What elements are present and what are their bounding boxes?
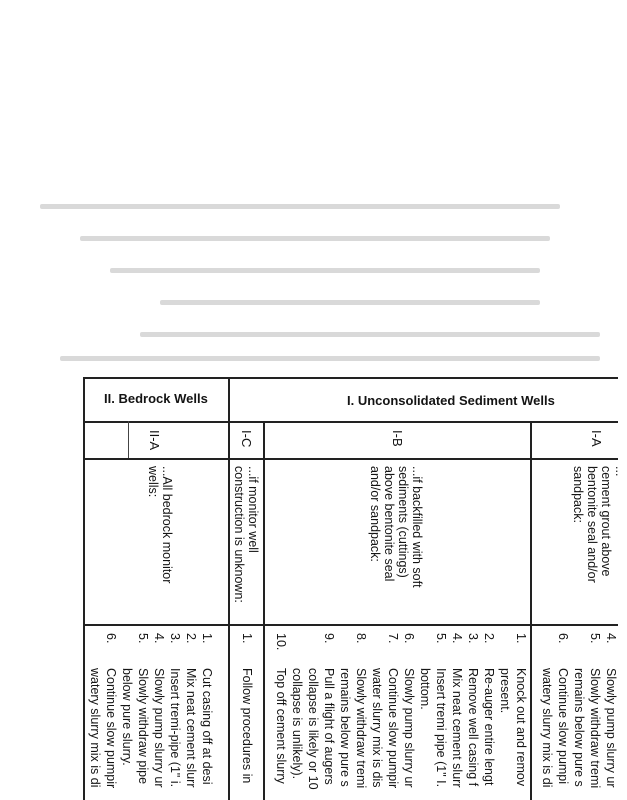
step-number: 6. (556, 633, 570, 644)
step-text: water slurry mix is dis (370, 668, 384, 788)
step-number: 3. (466, 633, 480, 644)
step-text: remains below pure s (572, 668, 586, 787)
step-number: 5. (588, 633, 602, 644)
header-bedrock-wells: II. Bedrock Wells (104, 391, 208, 406)
step-text: present. (498, 668, 512, 714)
condition-IIA: ...All bedrock monitor wells: (146, 466, 174, 584)
step-text: Top off cement slurry (274, 668, 288, 784)
row-code-IC: I-C (239, 430, 254, 448)
step-number: 6. (402, 633, 416, 644)
step-text: Continue slow pumpi (556, 668, 570, 785)
step-number: 9. (322, 633, 336, 644)
step-text: Slowly pump slurry ur (402, 668, 416, 788)
step-text: Re-auger entire lengt (482, 668, 496, 786)
step-text: Insert tremi pipe (1" I. (434, 668, 448, 788)
condition-IA: ... cement grout above bentonite seal and/or sandpack: (571, 466, 627, 583)
step-number: 8. (354, 633, 368, 644)
step-text: Slowly pump slurry ur (152, 668, 166, 788)
step-text: bottom. (418, 668, 432, 710)
step-number: 1. (200, 633, 214, 644)
step-text: collapse is likely or 10 (306, 668, 320, 790)
step-number: 4. (450, 633, 464, 644)
step-text: collapse is unlikely). (290, 668, 304, 780)
step-number: 4. (152, 633, 166, 644)
step-text: Continue slow pumpir (104, 668, 118, 789)
step-number: 7. (386, 633, 400, 644)
step-text: watery slurry mix is di (88, 668, 102, 788)
row-code-IA: I-A (589, 430, 604, 447)
step-text: Slowly pump slurry ur (604, 668, 618, 788)
step-text: Insert tremi-pipe (1" i. (168, 668, 182, 788)
show-through-band (20, 196, 618, 366)
step-number: 2. (184, 633, 198, 644)
step-text: Continue slow pumpir (386, 668, 400, 789)
step-text: remains below pure s (338, 668, 352, 787)
step-number: 6. (104, 633, 118, 644)
step-text: Slowly withdraw tremi (354, 668, 368, 789)
step-number: 3. (168, 633, 182, 644)
step-number: 5. (434, 633, 448, 644)
step-number: 2. (482, 633, 496, 644)
condition-IB: ...if backfilled with soft sediments (cuttings) above bentonite seal and/or sandpack: (368, 466, 424, 588)
step-text: Slowly withdraw pipe (136, 668, 150, 785)
step-text: Cut casing off at desi (200, 668, 214, 785)
step-text: Slowly withdraw tremi (588, 668, 602, 789)
step-number: 1. (240, 633, 254, 644)
step-number: 4. (604, 633, 618, 644)
step-text: below pure slurry. (120, 668, 134, 766)
step-number: 5. (136, 633, 150, 644)
step-text: Mix neat cement slurr (184, 668, 198, 788)
step-text: Follow procedures in (240, 668, 254, 784)
step-number: 10. (274, 633, 288, 651)
step-text: Knock out and remov (514, 668, 528, 787)
row-code-IB: I-B (390, 430, 405, 447)
step-text: watery slurry mix is di (540, 668, 554, 788)
step-text: Pull a flight of augers (322, 668, 336, 785)
step-text: Remove well casing f (466, 668, 480, 787)
condition-IC: ...if monitor well construction is unknown: (232, 466, 260, 603)
step-text: Mix neat cement slurr (450, 668, 464, 788)
step-number: 1. (514, 633, 528, 644)
header-unconsolidated-wells: I. Unconsolidated Sediment Wells (347, 393, 555, 408)
row-code-IIA: II-A (147, 430, 162, 451)
